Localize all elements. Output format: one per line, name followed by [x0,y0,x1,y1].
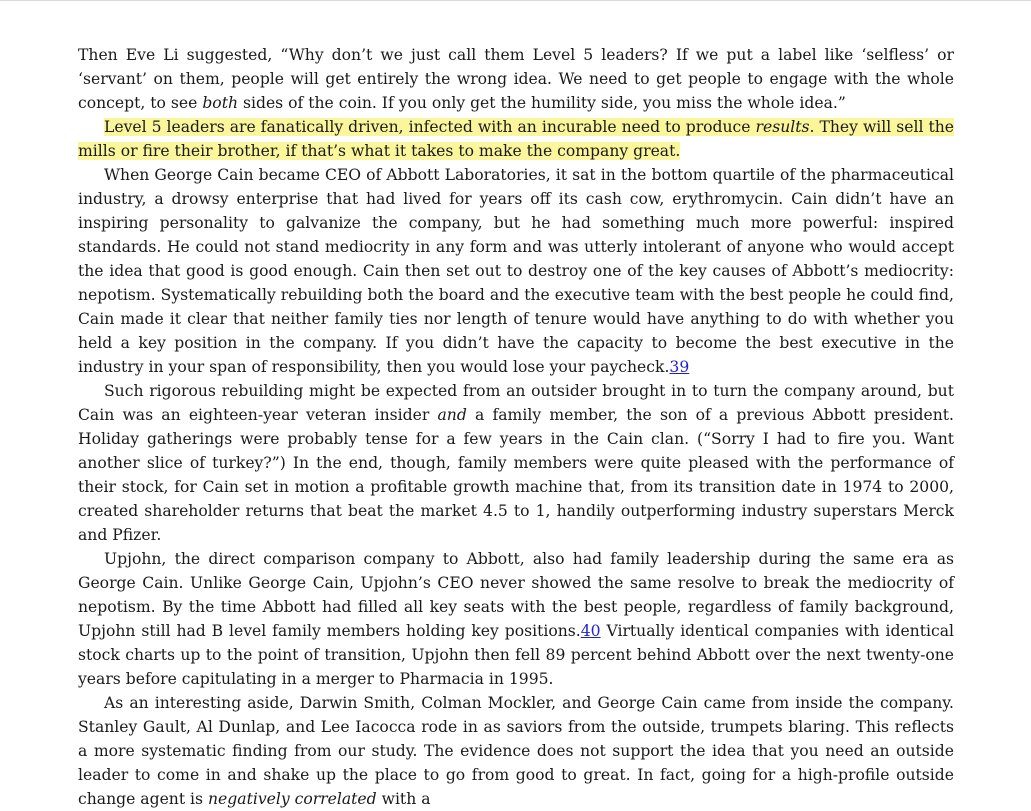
text-segment: sides of the coin. If you only get the humility side, you miss the whole idea.” [238,94,846,112]
emphasis-text: results [755,118,810,136]
emphasis-text: negatively correlated [208,790,377,808]
paragraph-p3 [78,163,954,379]
paragraph-p6 [78,691,954,811]
book-text-column [78,43,954,811]
paragraph-text [78,694,954,808]
footnote-link[interactable]: 40 [580,622,601,640]
text-segment: Then Eve Li suggested, “Why don’t we just call them Level 5 leaders? If we put a label like ‘selfless’ or ‘servant’ on them, people will get entirely the wrong idea. We need to get people to engage with the whole concept, to see [78,46,954,112]
paragraph-p4 [78,379,954,547]
text-segment: Such rigorous rebuilding might be expected from an outsider brought in to turn the company around, but Cain was an eighteen-year veteran insider [78,382,954,424]
footnote-link[interactable]: 39 [669,358,690,376]
paragraph-text [78,166,954,376]
text-segment: Virtually identical companies with identical stock charts up to the point of transition, Upjohn then fell 89 percent behind Abbott over the next twenty-one years before capitulating in a merger to Pharmacia in 1995. [78,622,954,688]
top-divider [0,0,1031,1]
emphasis-text: and [437,406,467,424]
paragraph-text [78,382,954,544]
text-segment: As an interesting aside, Darwin Smith, Colman Mockler, and George Cain came from inside the company. Stanley Gault, Al Dunlap, and Lee Iacocca rode in as saviors from the outside, trumpets blaring. This reflects a more systematic finding from our study. The evidence does not support the idea that you need an outside leader to come in and shake up the place to go from good to great. In fact, going for a high-profile outside change agent is [78,694,954,808]
paragraph-text [78,550,954,688]
text-segment: a family member, the son of a previous Abbott president. Holiday gatherings were probably tense for a few years in the Cain clan. (“Sorry I had to fire you. Want another slice of turkey?”) In the end, though, family members were quite pleased with the performance of their stock, for Cain set in motion a profitable growth machine that, from its transition date in 1974 to 2000, created shareholder returns that beat the market 4.5 to 1, handily outperforming industry superstars Merck and Pfizer. [78,406,954,544]
text-segment: Level 5 leaders are fanatically driven, infected with an incurable need to produce [104,118,756,136]
text-segment: with a [376,790,431,808]
text-segment: When George Cain became CEO of Abbott Laboratories, it sat in the bottom quartile of the pharmaceutical industry, a drowsy enterprise that had lived for years off its cash cow, erythromycin. Cain didn’t have an inspiring personality to galvanize the company, but he had something much more powerful: inspired standards. He could not stand mediocrity in any form and was utterly intolerant of anyone who would accept the idea that good is good enough. Cain then set out to destroy one of the key causes of Abbott’s mediocrity: nepotism. Systematically rebuilding both the board and the executive team with the best people he could find, Cain made it clear that neither family ties nor length of tenure would have anything to do with whether you held a key position in the company. If you didn’t have the capacity to become the best executive in the industry in your span of responsibility, then you would lose your paycheck. [78,166,954,376]
paragraph-text [78,46,954,112]
text-segment: Upjohn, the direct comparison company to Abbott, also had family leadership during the same era as George Cain. Unlike George Cain, Upjohn’s CEO never showed the same resolve to break the mediocrity of nepotism. By the time Abbott had filled all key seats with the best people, regardless of family background, Upjohn still had B level family members holding key positions. [78,550,954,640]
paragraph-p2 [78,115,954,163]
paragraph-p5 [78,547,954,691]
emphasis-text: both [202,94,239,112]
paragraph-p1 [78,43,954,115]
highlight[interactable] [78,118,954,160]
text-segment: . They will sell the mills or fire their brother, if that’s what it takes to make the company great. [78,118,954,160]
